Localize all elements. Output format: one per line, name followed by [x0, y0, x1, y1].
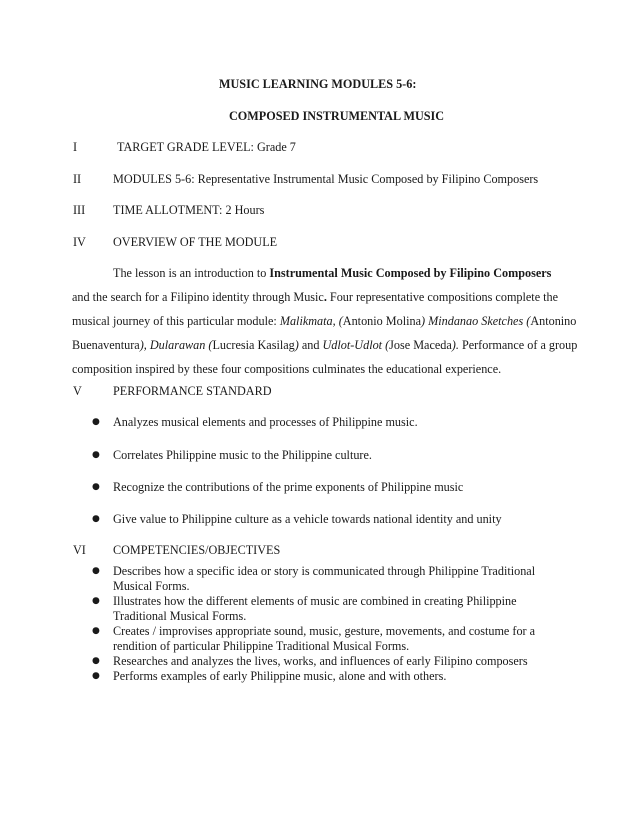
overview-text: and — [301, 338, 323, 352]
overview-italic-text: ) — [294, 338, 302, 352]
section-number-3: III — [73, 203, 86, 217]
performance-standard-item-3: Recognize the contributions of the prime exponents of Philippine music — [113, 480, 464, 494]
competency-item-5: Performs examples of early Philippine music, alone and with others. — [113, 669, 447, 683]
competency-item-4: Researches and analyzes the lives, works, and influences of early Filipino composers — [113, 654, 528, 668]
bullet-icon: ● — [92, 482, 100, 492]
overview-italic-text: Malikmata, ( — [279, 314, 343, 328]
overview-bold-text: . — [323, 290, 327, 304]
overview-bold-text: Instrumental Music Composed by Filipino Composers — [269, 266, 552, 280]
section-title-modules: MODULES 5-6: Representative Instrumental Music Composed by Filipino Composers — [113, 172, 539, 186]
competency-item-1-line2: Musical Forms. — [113, 579, 190, 593]
overview-text: Lucresia Kasilag — [212, 338, 295, 352]
performance-standard-item-1: Analyzes musical elements and processes of Philippine music. — [113, 415, 418, 429]
overview-line-3 — [72, 315, 576, 327]
bullet-icon: ● — [92, 417, 100, 427]
section-number-2: II — [73, 172, 82, 186]
overview-text: Buenaventura — [72, 338, 140, 352]
overview-line-5: composition inspired by these four compositions culminates the educational experience. — [72, 362, 502, 376]
overview-text: Four representative compositions complete the — [326, 290, 559, 304]
overview-line-1 — [113, 267, 551, 279]
document-title-line2: COMPOSED INSTRUMENTAL MUSIC — [229, 109, 445, 123]
bullet-icon: ● — [92, 656, 100, 666]
document-title-line1: MUSIC LEARNING MODULES 5-6: — [219, 77, 417, 91]
competency-item-2-line2: Traditional Musical Forms. — [113, 609, 247, 623]
performance-standard-item-2: Correlates Philippine music to the Philippine culture. — [113, 448, 372, 462]
competency-item-1-line1: Describes how a specific idea or story is communicated through Philippine Traditional — [113, 564, 536, 578]
competency-item-2-line1: Illustrates how the different elements of music are combined in creating Philippine — [113, 594, 517, 608]
overview-text: musical journey of this particular module: — [72, 314, 280, 328]
section-title-time-allotment: TIME ALLOTMENT: 2 Hours — [113, 203, 265, 217]
competency-item-3-line1: Creates / improvises appropriate sound, music, gesture, movements, and costume for a — [113, 624, 536, 638]
overview-text: Antonino — [530, 314, 577, 328]
overview-italic-text: ). — [451, 338, 459, 352]
bullet-icon: ● — [92, 596, 100, 606]
overview-text: Jose Maceda — [389, 338, 452, 352]
bullet-icon: ● — [92, 514, 100, 524]
section-number-6: VI — [73, 543, 86, 557]
overview-italic-text: ), Dularawan ( — [139, 338, 213, 352]
competency-item-3-line2: rendition of particular Philippine Traditional Musical Forms. — [113, 639, 410, 653]
overview-text: Performance of a group — [458, 338, 578, 352]
section-number-1: I — [73, 140, 78, 154]
overview-italic-text: ) Mindanao Sketches ( — [420, 314, 531, 328]
overview-italic-text: Udlot-Udlot ( — [322, 338, 390, 352]
overview-text: The lesson is an introduction to — [113, 266, 270, 280]
section-number-4: IV — [73, 235, 86, 249]
overview-text: Antonio Molina — [342, 314, 421, 328]
overview-line-4 — [72, 339, 577, 351]
performance-standard-item-4: Give value to Philippine culture as a vehicle towards national identity and unity — [113, 512, 502, 526]
overview-text: and the search for a Filipino identity through Music — [72, 290, 324, 304]
section-title-competencies: COMPETENCIES/OBJECTIVES — [113, 543, 281, 557]
bullet-icon: ● — [92, 450, 100, 460]
bullet-icon: ● — [92, 566, 100, 576]
overview-line-2 — [72, 291, 558, 303]
section-number-5: V — [73, 384, 82, 398]
bullet-icon: ● — [92, 671, 100, 681]
section-title-target-grade: TARGET GRADE LEVEL: Grade 7 — [117, 140, 296, 154]
section-title-performance-standard: PERFORMANCE STANDARD — [113, 384, 272, 398]
bullet-icon: ● — [92, 626, 100, 636]
section-title-overview: OVERVIEW OF THE MODULE — [113, 235, 278, 249]
